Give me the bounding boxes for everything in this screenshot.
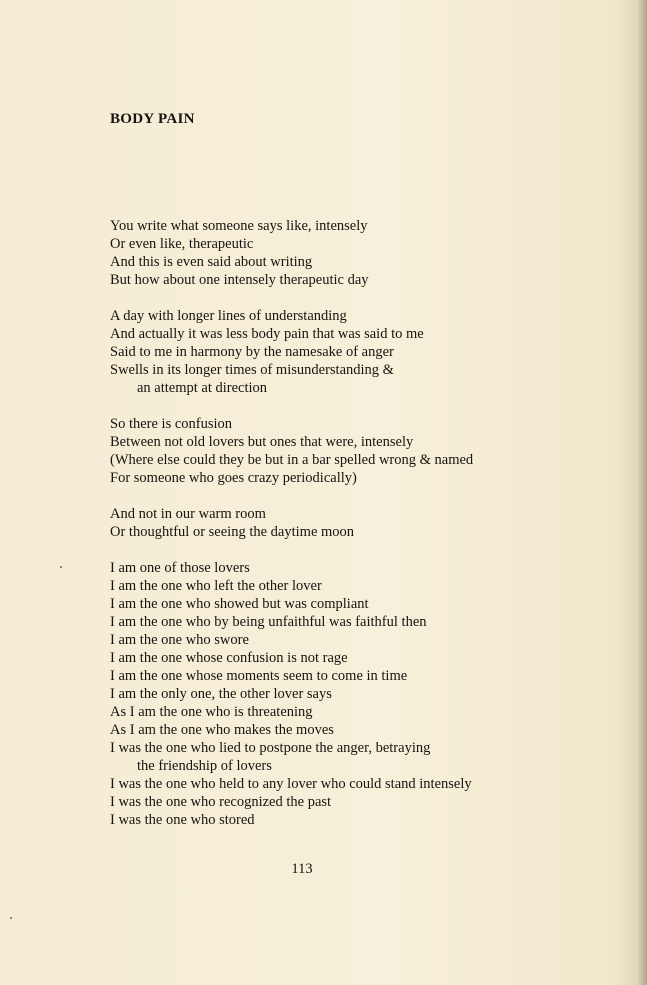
poem-body: [110, 217, 630, 847]
poem-line: Or even like, therapeutic: [110, 236, 254, 252]
poem-line: And this is even said about writing: [110, 254, 313, 270]
poem-line: Between not old lovers but ones that were, intensely: [110, 434, 414, 450]
poem-line: I was the one who held to any lover who could stand intensely: [110, 776, 472, 792]
poem-line: Swells in its longer times of misunderstanding &: [110, 362, 394, 378]
poem-line: I am the one who by being unfaithful was faithful then: [110, 614, 427, 630]
poem-line: I was the one who recognized the past: [110, 794, 332, 810]
paper-speck: [10, 917, 12, 919]
poem-line: And not in our warm room: [110, 506, 266, 522]
stanza: [110, 217, 630, 289]
poem-line: I was the one who stored: [110, 812, 255, 828]
poem-line: I am the one who left the other lover: [110, 578, 322, 594]
poem-line: But how about one intensely therapeutic day: [110, 272, 369, 288]
poem-line: an attempt at direction: [137, 380, 268, 396]
poem-line: I am the one who swore: [110, 632, 249, 648]
page-edge-shadow: [637, 0, 647, 985]
poem-line: I am the one whose moments seem to come in time: [110, 668, 408, 684]
stanza: [110, 559, 630, 829]
poem-line: And actually it was less body pain that was said to me: [110, 326, 424, 342]
poem-line: I am one of those lovers: [110, 560, 250, 576]
poem-line: I was the one who lied to postpone the anger, betraying: [110, 740, 431, 756]
poem-line: Or thoughtful or seeing the daytime moon: [110, 524, 355, 540]
poem-line: A day with longer lines of understanding: [110, 308, 347, 324]
poem-line: (Where else could they be but in a bar spelled wrong & named: [110, 452, 474, 468]
poem-line: I am the only one, the other lover says: [110, 686, 332, 702]
stanza: [110, 307, 630, 397]
paper-speck: [60, 566, 62, 568]
poem-title: BODY PAIN: [110, 111, 195, 127]
stanza: [110, 415, 630, 487]
page-number: 113: [291, 861, 313, 877]
poem-line: I am the one who showed but was compliant: [110, 596, 369, 612]
poem-line: As I am the one who makes the moves: [110, 722, 334, 738]
poem-line: As I am the one who is threatening: [110, 704, 313, 720]
poem-line: I am the one whose confusion is not rage: [110, 650, 348, 666]
poem-line: You write what someone says like, intensely: [110, 218, 368, 234]
stanza: [110, 505, 630, 541]
poem-line: the friendship of lovers: [137, 758, 272, 774]
poem-line: So there is confusion: [110, 416, 233, 432]
poem-line: Said to me in harmony by the namesake of anger: [110, 344, 394, 360]
poem-line: For someone who goes crazy periodically): [110, 470, 357, 486]
